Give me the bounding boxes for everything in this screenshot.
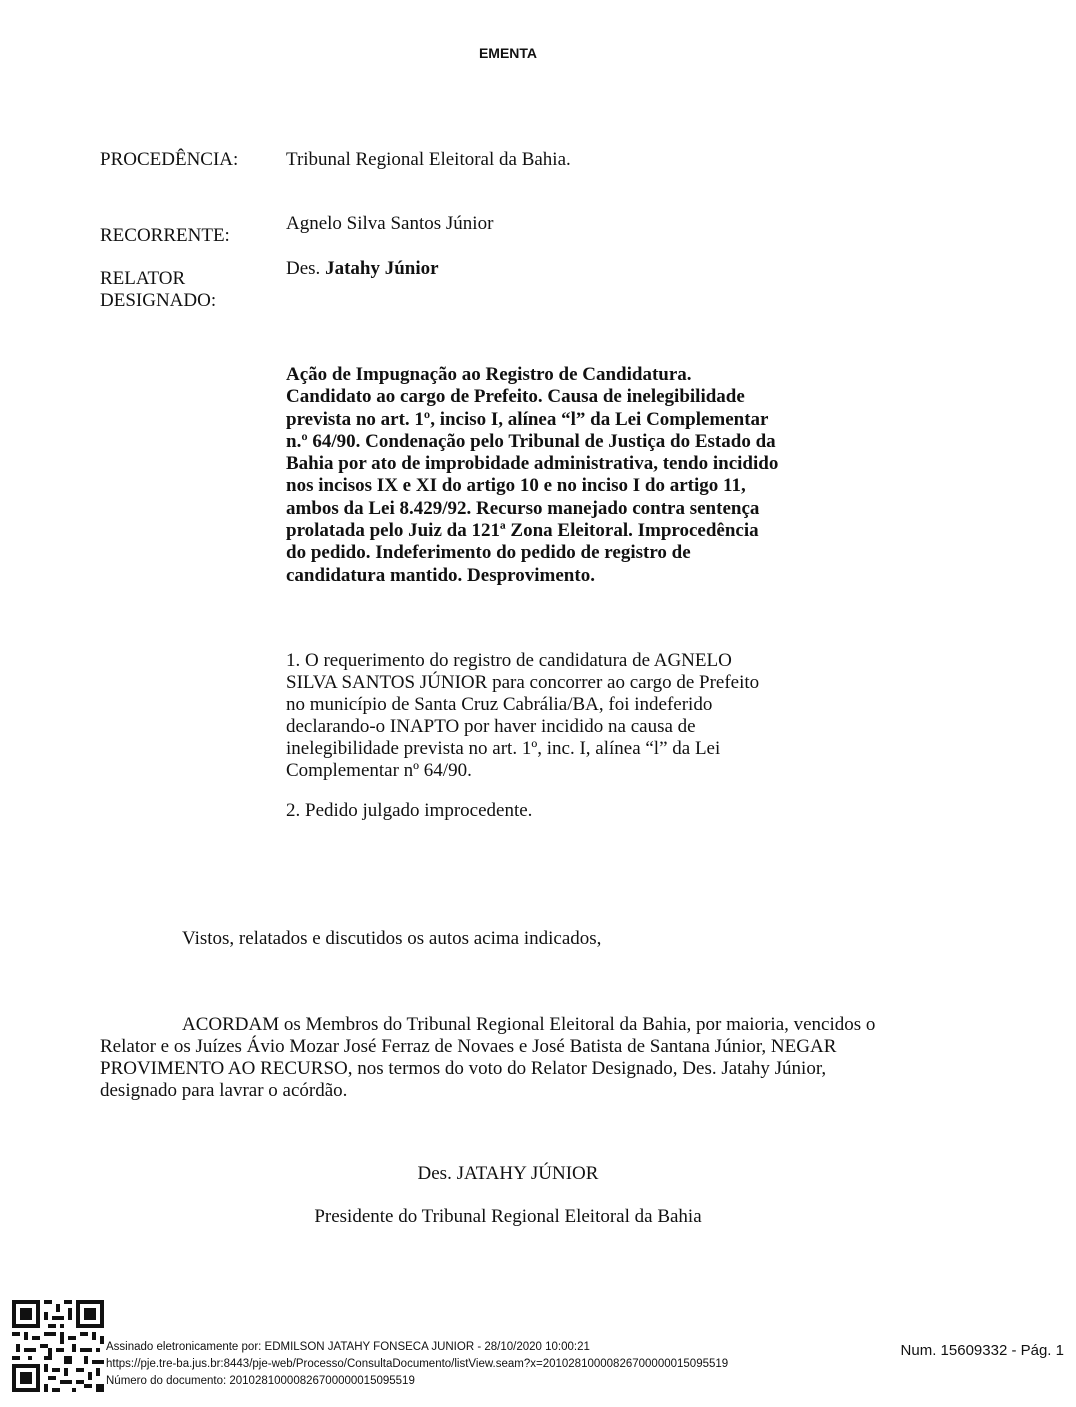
acordam-paragraph [100, 1014, 900, 1102]
ementa-line: do pedido. Indeferimento do pedido de registro de [286, 542, 691, 564]
ementa-summary [286, 364, 806, 587]
relator-label-line-1: RELATOR [100, 268, 186, 289]
acordam-line: PROVIMENTO AO RECURSO, nos termos do voto do Relator Designado, Des. Jatahy Júnior, [100, 1058, 827, 1079]
document-title: EMENTA [478, 45, 538, 61]
acordam-line: ACORDAM os Membros do Tribunal Regional Eleitoral da Bahia, por maioria, vencidos o [182, 1014, 876, 1035]
item-2: 2. Pedido julgado improcedente. [286, 800, 533, 821]
relator-label [100, 268, 216, 312]
signature-name: Des. JATAHY JÚNIOR [417, 1163, 599, 1184]
relator-name: Jatahy Júnior [325, 258, 439, 279]
ementa-line: Ação de Impugnação ao Registro de Candidatura. [286, 364, 692, 385]
acordam-line: Relator e os Juízes Ávio Mozar José Ferraz de Novaes e José Batista de Santana Júnior, NEGAR [100, 1036, 837, 1057]
qr-code-icon [12, 1300, 104, 1392]
item-1 [286, 650, 786, 782]
item-1-line: 1. O requerimento do registro de candidatura de AGNELO [286, 650, 732, 671]
recorrente-label: RECORRENTE: [100, 225, 230, 246]
ementa-line: Candidato ao cargo de Prefeito. Causa de inelegibilidade [286, 386, 745, 408]
procedencia-label: PROCEDÊNCIA: [100, 149, 239, 170]
footer-signed-line: Assinado eletronicamente por: EDMILSON JATAHY FONSECA JUNIOR - 28/10/2020 10:00:21 [106, 1341, 590, 1353]
item-1-line: Complementar nº 64/90. [286, 760, 472, 781]
item-1-line: no município de Santa Cruz Cabrália/BA, foi indeferido [286, 694, 713, 715]
item-1-line: declarando-o INAPTO por haver incidido na causa de [286, 716, 696, 737]
acordam-line: designado para lavrar o acórdão. [100, 1080, 348, 1101]
procedencia-value: Tribunal Regional Eleitoral da Bahia. [286, 149, 571, 170]
ementa-line: Bahia por ato de improbidade administrativa, tendo incidido [286, 453, 779, 475]
ementa-line: prolatada pelo Juiz da 121ª Zona Eleitoral. Improcedência [286, 520, 759, 542]
relator-prefix: Des. [286, 258, 321, 279]
relator-value [286, 258, 439, 280]
footer-doc-number: Número do documento: 20102810000826700000015095519 [106, 1375, 415, 1387]
ementa-line: n.º 64/90. Condenação pelo Tribunal de Justiça do Estado da [286, 430, 776, 452]
signature-role: Presidente do Tribunal Regional Eleitoral da Bahia [314, 1206, 702, 1227]
ementa-line: prevista no art. 1º, inciso I, alínea “l” da Lei Complementar [286, 408, 769, 430]
item-1-line: SILVA SANTOS JÚNIOR para concorrer ao cargo de Prefeito [286, 672, 760, 693]
ementa-line: candidatura mantido. Desprovimento. [286, 564, 595, 586]
relator-label-line-2: DESIGNADO: [100, 290, 217, 311]
page-number: Num. 15609332 - Pág. 1 [900, 1342, 1064, 1359]
ementa-line: ambos da Lei 8.429/92. Recurso manejado contra sentença [286, 497, 760, 519]
ementa-line: nos incisos IX e XI do artigo 10 e no inciso I do artigo 11, [286, 475, 746, 497]
footer-url-line: https://pje.tre-ba.jus.br:8443/pje-web/Processo/ConsultaDocumento/listView.seam?x=20102810000826700000015095519 [106, 1358, 729, 1370]
item-1-line: inelegibilidade prevista no art. 1º, inc. I, alínea “l” da Lei [286, 738, 721, 759]
recorrente-value: Agnelo Silva Santos Júnior [286, 213, 494, 234]
vistos-paragraph: Vistos, relatados e discutidos os autos acima indicados, [182, 928, 602, 949]
